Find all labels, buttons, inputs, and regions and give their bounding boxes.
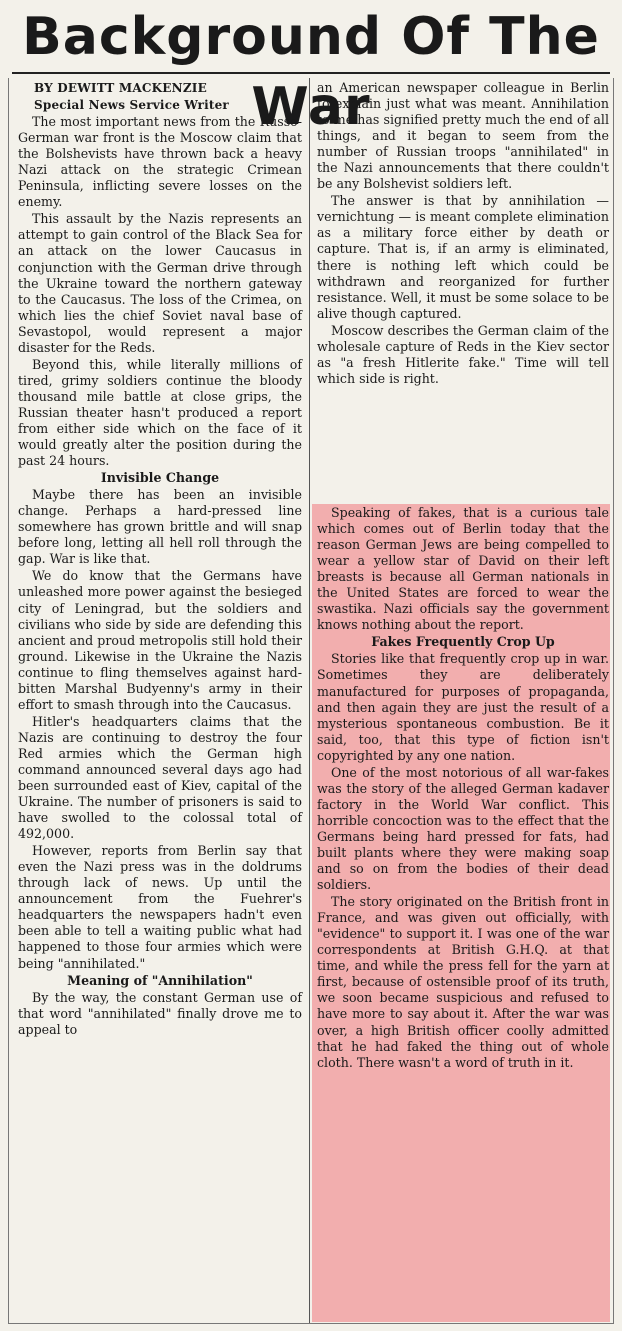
paragraph: Beyond this, while literally millions of tired, grimy soldiers continue the bloody thousand mile battle at close grips, the Russian theater hasn't produced a report from either side which on the face of it would greatly alter the position during the past 24 hours. xyxy=(18,356,302,469)
right-column-highlighted xyxy=(317,505,609,1071)
left-border xyxy=(8,78,9,1323)
paragraph: We do know that the Germans have unleashed more power against the besieged city of Leningrad, but the soldiers and civilians who side by side are defending this ancient and proud metropolis still hold their ground. Likewise in the Ukraine the Nazis continue to fling themselves against hard-bitten Marshal Budyenny's army in their effort to smash through into the Caucasus. xyxy=(18,568,302,712)
headline-rule xyxy=(12,72,610,74)
paragraph: The story originated on the British front in France, and was given out officially, with "evidence" to support it. I was one of the war correspondents at British G.H.Q. at that time, and while the press fell for the yarn at first, because of ostensible proof of its truth, we soon became suspicious and refused to have more to say about it. After the war was over, a high British officer coolly admitted that he had faked the thing out of whole cloth. There wasn't a word of truth in it. xyxy=(317,894,609,1070)
byline: BY DEWITT MACKENZIE xyxy=(34,81,207,95)
paragraph: Stories like that frequently crop up in war. Sometimes they are deliberately manufactured for purposes of propaganda, and then again they are just the result of a mysterious spontaneous combustion. Be it said, too, that this type of fiction isn't copyrighted by any one nation. xyxy=(317,651,609,763)
paragraph: One of the most notorious of all war-fakes was the story of the alleged German kadaver factory in the World War conflict. This horrible concoction was to the effect that the Germans being hard pressed for fats, had built plants where they were making soap and so on from the bodies of their dead soldiers. xyxy=(317,764,609,893)
bottom-border xyxy=(8,1323,614,1324)
byline-title: Special News Service Writer xyxy=(34,98,229,113)
column-divider xyxy=(309,78,310,1323)
headline: Background Of The War xyxy=(22,7,600,137)
paragraph: Maybe there has been an invisible change. Perhaps a hard-pressed line somewhere has grown brittle and will snap before long, letting all hell roll through the gap. War is like that. xyxy=(18,487,302,567)
paragraph: Moscow describes the German claim of the wholesale capture of Reds in the Kiev sector as "a fresh Hitlerite fake." Time will tell which side is right. xyxy=(317,322,609,386)
left-column xyxy=(18,80,302,1038)
paragraph: The answer is that by annihilation — vernichtung — is meant complete elimination as a military force either by death or capture. That is, if an army is eliminated, there is nothing left which could be withdrawn and reorganized for further resistance. Well, it must be some solace to be alive though captured. xyxy=(317,193,609,321)
paragraph: This assault by the Nazis represents an attempt to gain control of the Black Sea for an attack on the lower Caucasus in conjunction with the German drive through the Ukraine toward the northern gateway to the Caucasus. The loss of the Crimea, on which lies the chief Soviet naval base of Sevastopol, would represent a major disaster for the Reds. xyxy=(18,211,302,355)
right-column-top xyxy=(317,80,609,387)
right-border xyxy=(613,78,614,1323)
paragraph: Speaking of fakes, that is a curious tale which comes out of Berlin today that the reason German Jews are being compelled to wear a yellow star of David on their left breasts is because all German nationals in the United States are forced to wear the swastika. Nazi officials say the government knows nothing about the report. xyxy=(317,505,609,633)
paragraph: By the way, the constant German use of that word "annihilated" finally drove me to appeal to xyxy=(18,989,302,1037)
subhead-invisible-change: Invisible Change xyxy=(100,470,220,486)
subhead-fakes-frequently-crop-up: Fakes Frequently Crop Up xyxy=(371,634,555,650)
paragraph-continued: an American newspaper colleague in Berlin to explain just what was meant. Annihilation to me has signified pretty much the end of all things, and it began to seem from the number of Russian troops "annihilated" in the Nazi announcements that there couldn't be any Bolshevist soldiers left. xyxy=(317,80,609,192)
paragraph: However, reports from Berlin say that even the Nazi press was in the doldrums through lack of news. Up until the announcement from the Fuehrer's headquarters the newspapers hadn't even been able to tell a waiting public what had happened to those four armies which were being "annihilated." xyxy=(18,843,302,971)
paragraph: The most important news from the Russo-German war front is the Moscow claim that the Bolshevists have thrown back a heavy Nazi attack on the strategic Crimean Peninsula, inflicting severe losses on the enemy. xyxy=(18,114,302,210)
subhead-meaning-of-annihilation: Meaning of "Annihilation" xyxy=(67,972,253,988)
paragraph: Hitler's headquarters claims that the Nazis are continuing to destroy the four Red armies which the German high command announced several days ago had been surrounded east of Kiev, capital of the Ukraine. The number of prisoners is said to have swolled to the colossal total of 492,000. xyxy=(18,713,302,842)
